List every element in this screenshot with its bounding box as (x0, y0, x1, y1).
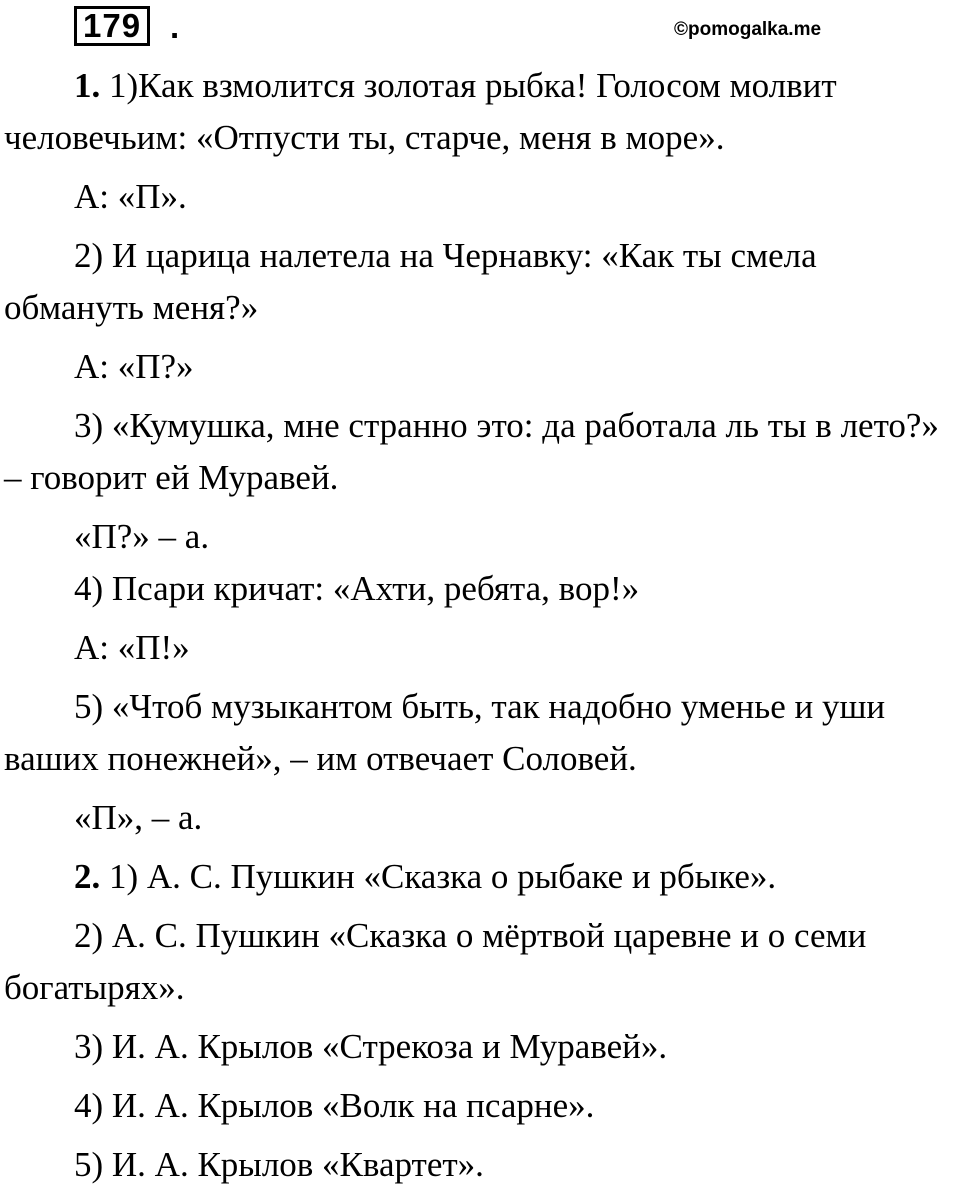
section2-item-1 (4, 851, 956, 903)
section2-item-4: 4) И. А. Крылов «Волк на псарне». (74, 1086, 595, 1125)
section1-item-5-text: 5) «Чтоб музыкантом быть, так надобно уменье и уши ваших понежней», – им отвечает Соловей. (4, 687, 886, 778)
section1-item-5-scheme: «П», – а. (74, 798, 203, 837)
section2-item-2: 2) А. С. Пушкин «Сказка о мёртвой царевне и о семи богатырях». (4, 916, 867, 1007)
exercise-header (74, 6, 874, 48)
section2-item-5: 5) И. А. Крылов «Квартет». (74, 1145, 484, 1184)
section1-item-1 (4, 60, 956, 164)
section1-item-4-scheme: А: «П!» (74, 628, 190, 667)
section1-number: 1. (74, 66, 101, 105)
section2-number: 2. (74, 857, 101, 896)
section1-item-2-text: 2) И царица налетела на Чернавку: «Как ты смела обмануть меня?» (4, 236, 817, 327)
section1-item-2-scheme: А: «П?» (74, 347, 194, 386)
section1-item-1-scheme: А: «П». (74, 177, 187, 216)
answer-content (4, 60, 956, 1198)
section2-item-1-text: 1) А. С. Пушкин «Сказка о рыбаке и рбыке». (109, 857, 777, 896)
section1-item-4-text: 4) Псари кричат: «Ахти, ребята, вор!» (74, 569, 640, 608)
watermark: ©pomogalka.me (674, 19, 822, 40)
section1-item-3-text: 3) «Кумушка, мне странно это: да работала ль ты в лето?» – говорит ей Муравей. (4, 406, 939, 497)
section1-item-1-text: 1)Как взмолится золотая рыбка! Голосом молвит человечьим: «Отпусти ты, старче, меня в море». (4, 66, 837, 157)
section1-item-3-scheme: «П?» – а. (74, 517, 210, 556)
exercise-number: 179 (74, 6, 150, 46)
section2-item-3: 3) И. А. Крылов «Стрекоза и Муравей». (74, 1027, 668, 1066)
exercise-number-dot: . (170, 8, 180, 45)
